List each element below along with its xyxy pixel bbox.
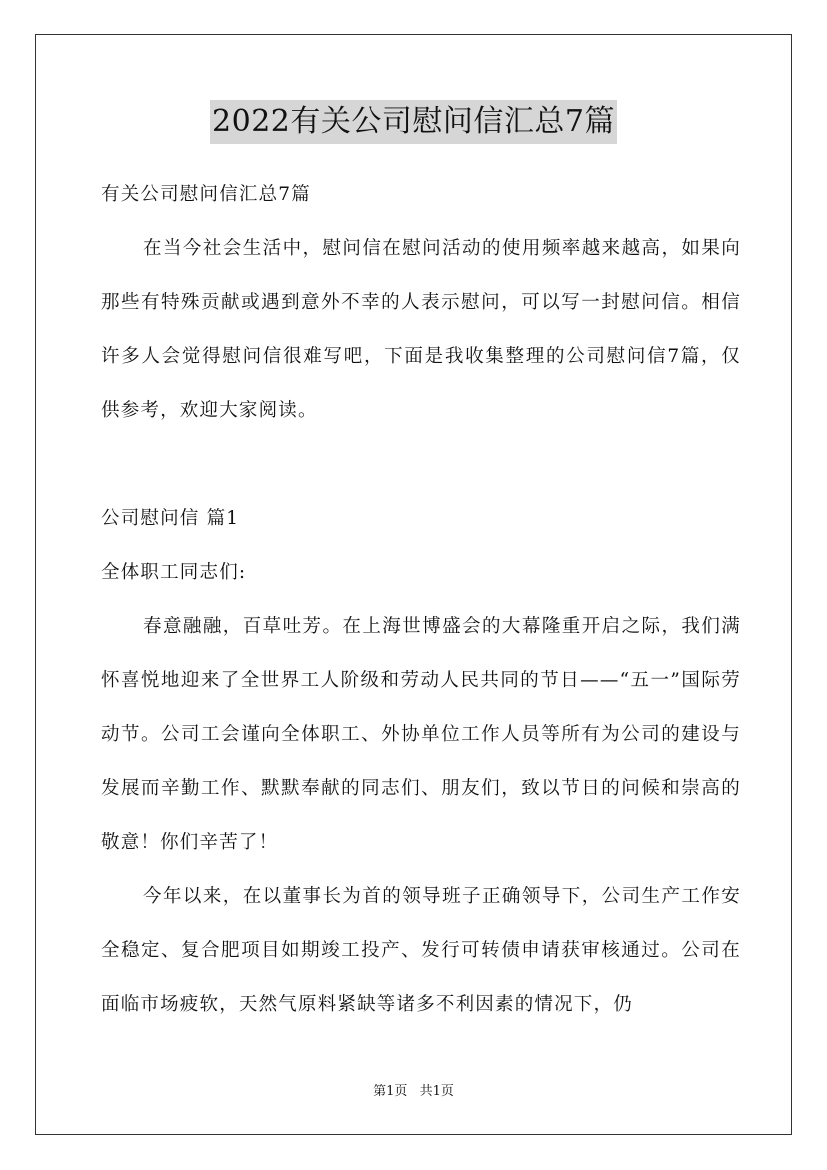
document-subtitle: 有关公司慰问信汇总7篇 [101, 184, 311, 205]
salutation: 全体职工同志们: [101, 562, 247, 583]
section-spacer [101, 438, 741, 492]
page-total: 共1页 [419, 1084, 454, 1099]
page-number: 第1页 [373, 1084, 408, 1099]
document-body [101, 168, 741, 1032]
body-paragraph-2: 今年以来，在以董事长为首的领导班子正确领导下，公司生产工作安全稳定、复合肥项目如期竣工投产、发行可转债申请获审核通过。公司在面临市场疲软，天然气原料紧缺等诸多不利因素的情况下，仍 [101, 886, 741, 1015]
title-container [0, 100, 827, 144]
body-paragraph-1: 春意融融，百草吐芳。在上海世博盛会的大幕隆重开启之际，我们满怀喜悦地迎来了全世界工人阶级和劳动人民共同的节日——“五一”国际劳动节。公司工会谨向全体职工、外协单位工作人员等所有为公司的建设与发展而辛勤工作、默默奉献的同志们、朋友们，致以节日的问候和崇高的敬意！你们辛苦了！ [101, 616, 741, 853]
section-heading: 公司慰问信 篇1 [101, 508, 240, 529]
page-footer [0, 1083, 827, 1101]
document-title: 2022有关公司慰问信汇总7篇 [210, 100, 617, 144]
intro-paragraph: 在当今社会生活中，慰问信在慰问活动的使用频率越来越高，如果向那些有特殊贡献或遇到意外不幸的人表示慰问，可以写一封慰问信。相信许多人会觉得慰问信很难写吧，下面是我收集整理的公司慰问信7篇，仅供参考，欢迎大家阅读。 [101, 238, 741, 421]
